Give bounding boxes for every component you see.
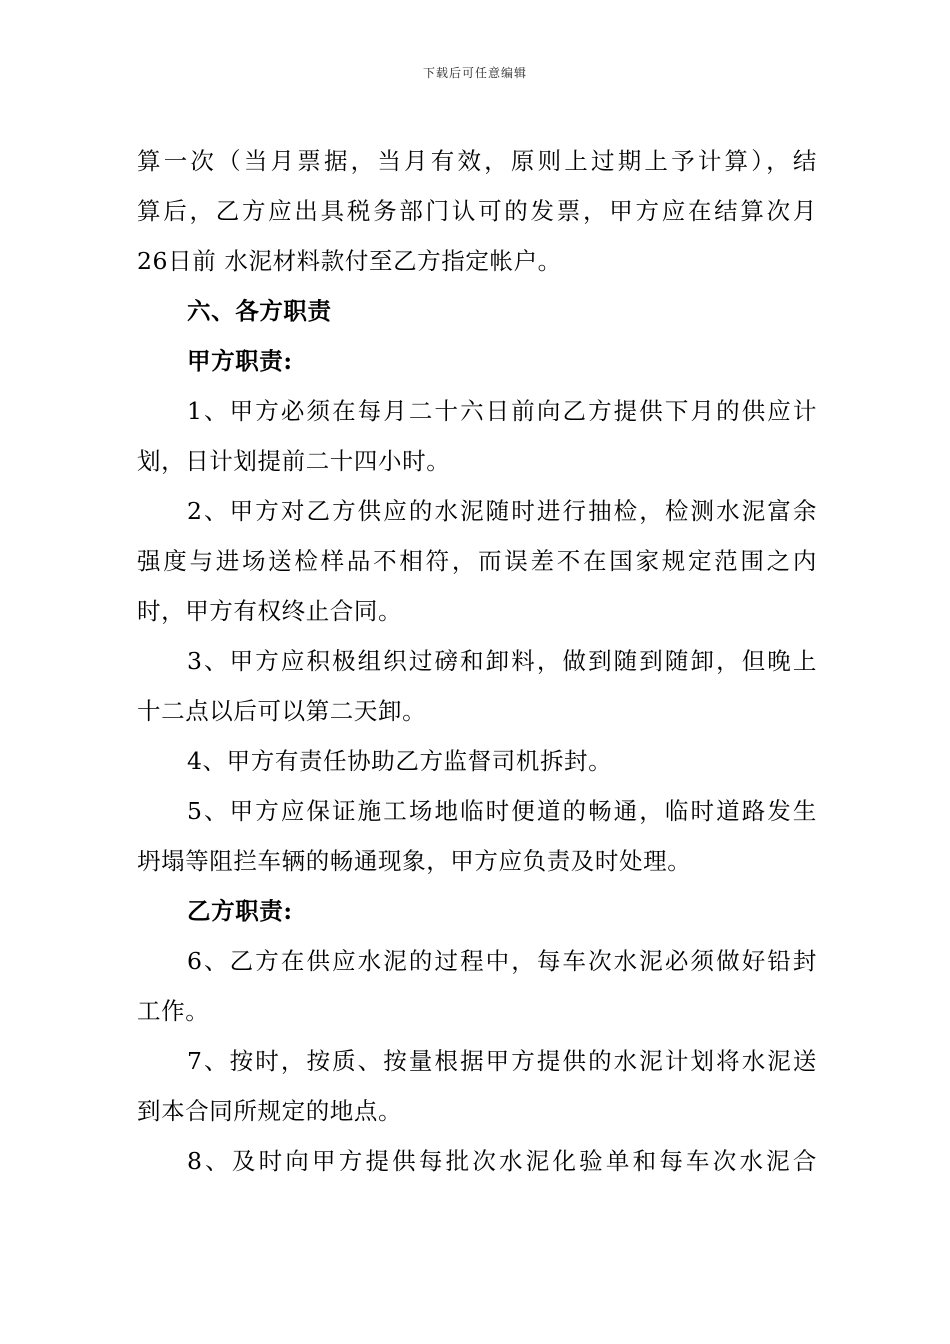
paragraph-line: 2、甲方对乙方供应的水泥随时进行抽检，检测水泥富余 — [187, 497, 817, 525]
paragraph-line: 强度与进场送检样品不相符，而误差不在国家规定范围之内 — [137, 547, 817, 575]
paragraph-line: 划，日计划提前二十四小时。 — [137, 447, 451, 475]
paragraph-line: 5、甲方应保证施工场地临时便道的畅通，临时道路发生 — [187, 797, 817, 825]
section-heading: 甲方职责: — [187, 347, 293, 375]
paragraph-line: 7、按时，按质、按量根据甲方提供的水泥计划将水泥送 — [187, 1047, 817, 1075]
paragraph-line: 工作。 — [137, 997, 210, 1025]
section-heading: 六、各方职责 — [187, 297, 332, 325]
paragraph-line: 1、甲方必须在每月二十六日前向乙方提供下月的供应计 — [187, 397, 817, 425]
paragraph-line: 十二点以后可以第二天卸。 — [137, 697, 427, 725]
paragraph-line: 4、甲方有责任协助乙方监督司机拆封。 — [187, 747, 613, 775]
paragraph-line: 8、及时向甲方提供每批次水泥化验单和每车次水泥合 — [187, 1147, 817, 1175]
paragraph-line: 3、甲方应积极组织过磅和卸料，做到随到随卸，但晚上 — [187, 647, 817, 675]
paragraph-line: 时，甲方有权终止合同。 — [137, 597, 403, 625]
document-body — [137, 136, 817, 1186]
paragraph-line: 到本合同所规定的地点。 — [137, 1097, 403, 1125]
paragraph-line: 26日前 水泥材料款付至乙方指定帐户。 — [137, 247, 562, 275]
paragraph-line: 算一次（当月票据，当月有效，原则上过期上予计算），结 — [137, 147, 817, 175]
paragraph-line: 6、乙方在供应水泥的过程中，每车次水泥必须做好铅封 — [187, 947, 817, 975]
section-heading: 乙方职责: — [187, 897, 293, 925]
page-header: 下载后可任意编辑 — [422, 66, 527, 80]
paragraph-line: 算后，乙方应出具税务部门认可的发票，甲方应在结算次月 — [137, 197, 817, 225]
paragraph-line: 坍塌等阻拦车辆的畅通现象，甲方应负责及时处理。 — [137, 847, 692, 875]
